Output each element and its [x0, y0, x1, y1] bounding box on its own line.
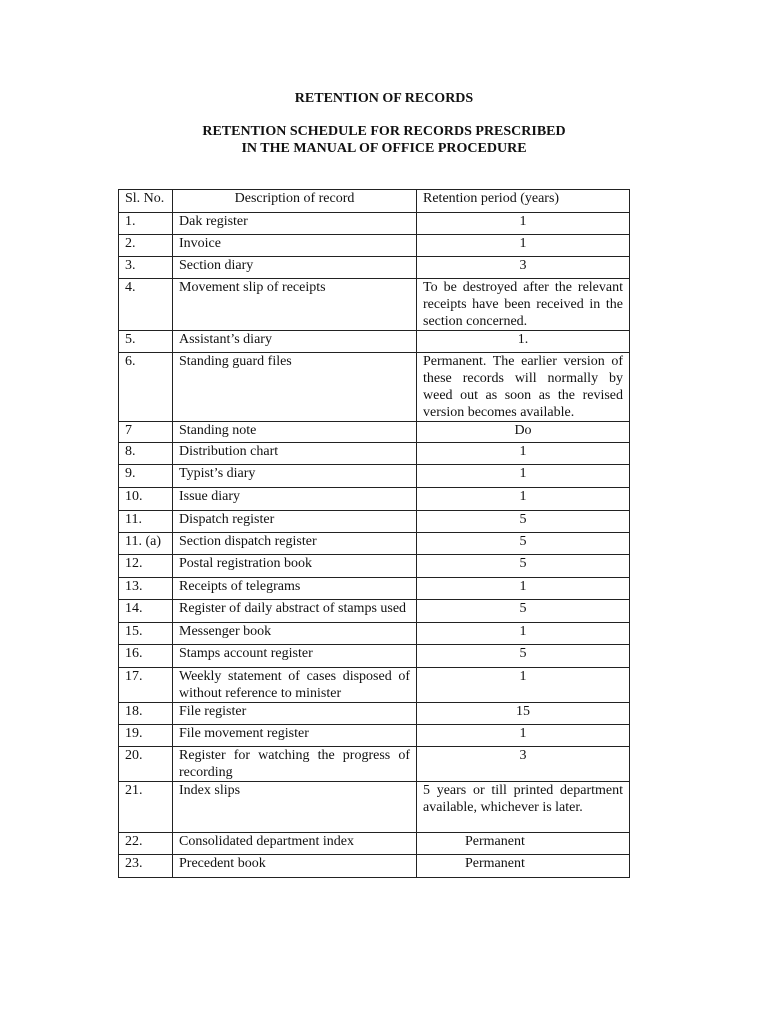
table-row — [119, 511, 630, 533]
row-retention: Do — [417, 422, 630, 443]
row-description: Postal registration book — [173, 555, 417, 578]
document-subtitle-line-2: IN THE MANUAL OF OFFICE PROCEDURE — [241, 141, 527, 156]
row-description: Standing guard files — [173, 353, 417, 422]
row-sl-no: 5. — [119, 331, 173, 353]
row-retention: 1 — [417, 465, 630, 488]
row-description: Section diary — [173, 257, 417, 279]
row-description: Standing note — [173, 422, 417, 443]
table-row — [119, 600, 630, 623]
row-sl-no: 20. — [119, 747, 173, 782]
row-retention: 5 — [417, 511, 630, 533]
row-sl-no: 2. — [119, 235, 173, 257]
row-description: Stamps account register — [173, 645, 417, 668]
row-description: File movement register — [173, 725, 417, 747]
table-header-row — [119, 190, 630, 213]
header-description: Description of record — [173, 190, 417, 213]
row-sl-no: 10. — [119, 488, 173, 511]
table-row — [119, 443, 630, 465]
row-sl-no: 1. — [119, 213, 173, 235]
table-row — [119, 703, 630, 725]
row-retention: 1 — [417, 213, 630, 235]
row-description: Assistant’s diary — [173, 331, 417, 353]
row-retention: 3 — [417, 257, 630, 279]
row-retention: To be destroyed after the relevant receipts have been received in the section concerned. — [417, 279, 630, 331]
row-sl-no: 19. — [119, 725, 173, 747]
row-description: Section dispatch register — [173, 533, 417, 555]
row-description: Weekly statement of cases disposed of without reference to minister — [173, 668, 417, 703]
row-sl-no: 18. — [119, 703, 173, 725]
row-description: Dispatch register — [173, 511, 417, 533]
row-retention: 5 — [417, 600, 630, 623]
row-sl-no: 9. — [119, 465, 173, 488]
header-retention-period: Retention period (years) — [417, 190, 630, 213]
row-retention: 15 — [417, 703, 630, 725]
row-sl-no: 11. — [119, 511, 173, 533]
table-row — [119, 331, 630, 353]
row-retention: 1 — [417, 443, 630, 465]
row-sl-no: 17. — [119, 668, 173, 703]
row-sl-no: 22. — [119, 833, 173, 855]
table-row — [119, 533, 630, 555]
table-row — [119, 623, 630, 645]
row-description: Dak register — [173, 213, 417, 235]
table-row — [119, 213, 630, 235]
row-sl-no: 3. — [119, 257, 173, 279]
row-description: File register — [173, 703, 417, 725]
table-row — [119, 855, 630, 878]
row-description: Typist’s diary — [173, 465, 417, 488]
row-description: Invoice — [173, 235, 417, 257]
header-sl-no: Sl. No. — [119, 190, 173, 213]
table-row — [119, 578, 630, 600]
table-row — [119, 645, 630, 668]
row-retention: 1 — [417, 725, 630, 747]
document-subtitle-line-1: RETENTION SCHEDULE FOR RECORDS PRESCRIBED — [202, 124, 566, 139]
row-description: Messenger book — [173, 623, 417, 645]
row-description: Consolidated department index — [173, 833, 417, 855]
table-row — [119, 747, 630, 782]
row-description: Index slips — [173, 782, 417, 833]
row-retention: Permanent — [417, 833, 630, 855]
row-retention: 3 — [417, 747, 630, 782]
row-sl-no: 7 — [119, 422, 173, 443]
row-description: Distribution chart — [173, 443, 417, 465]
row-retention: 1 — [417, 235, 630, 257]
row-retention: 1 — [417, 668, 630, 703]
table-row — [119, 465, 630, 488]
table-row — [119, 422, 630, 443]
table-row — [119, 555, 630, 578]
row-sl-no: 8. — [119, 443, 173, 465]
row-sl-no: 15. — [119, 623, 173, 645]
table-row — [119, 235, 630, 257]
row-sl-no: 13. — [119, 578, 173, 600]
row-retention: Permanent — [417, 855, 630, 878]
table-row — [119, 668, 630, 703]
row-description: Register for watching the progress of recording — [173, 747, 417, 782]
table-row — [119, 833, 630, 855]
row-sl-no: 12. — [119, 555, 173, 578]
retention-schedule-table — [118, 189, 630, 878]
row-description: Precedent book — [173, 855, 417, 878]
row-retention: Permanent. The earlier version of these records will normally by weed out as soon as the revised version becomes available. — [417, 353, 630, 422]
table-row — [119, 488, 630, 511]
row-retention: 5 years or till printed department available, whichever is later. — [417, 782, 630, 833]
row-sl-no: 14. — [119, 600, 173, 623]
row-retention: 5 — [417, 645, 630, 668]
row-description: Movement slip of receipts — [173, 279, 417, 331]
table-row — [119, 782, 630, 833]
row-retention: 5 — [417, 555, 630, 578]
row-description: Receipts of telegrams — [173, 578, 417, 600]
row-description: Issue diary — [173, 488, 417, 511]
table-row — [119, 279, 630, 331]
row-sl-no: 11. (a) — [119, 533, 173, 555]
table-row — [119, 257, 630, 279]
row-sl-no: 23. — [119, 855, 173, 878]
document-title: RETENTION OF RECORDS — [294, 91, 474, 106]
table-row — [119, 353, 630, 422]
table-row — [119, 725, 630, 747]
row-retention: 1. — [417, 331, 630, 353]
row-retention: 5 — [417, 533, 630, 555]
row-retention: 1 — [417, 578, 630, 600]
row-retention: 1 — [417, 488, 630, 511]
row-sl-no: 4. — [119, 279, 173, 331]
row-sl-no: 21. — [119, 782, 173, 833]
row-retention: 1 — [417, 623, 630, 645]
row-sl-no: 16. — [119, 645, 173, 668]
row-description: Register of daily abstract of stamps used — [173, 600, 417, 623]
row-sl-no: 6. — [119, 353, 173, 422]
